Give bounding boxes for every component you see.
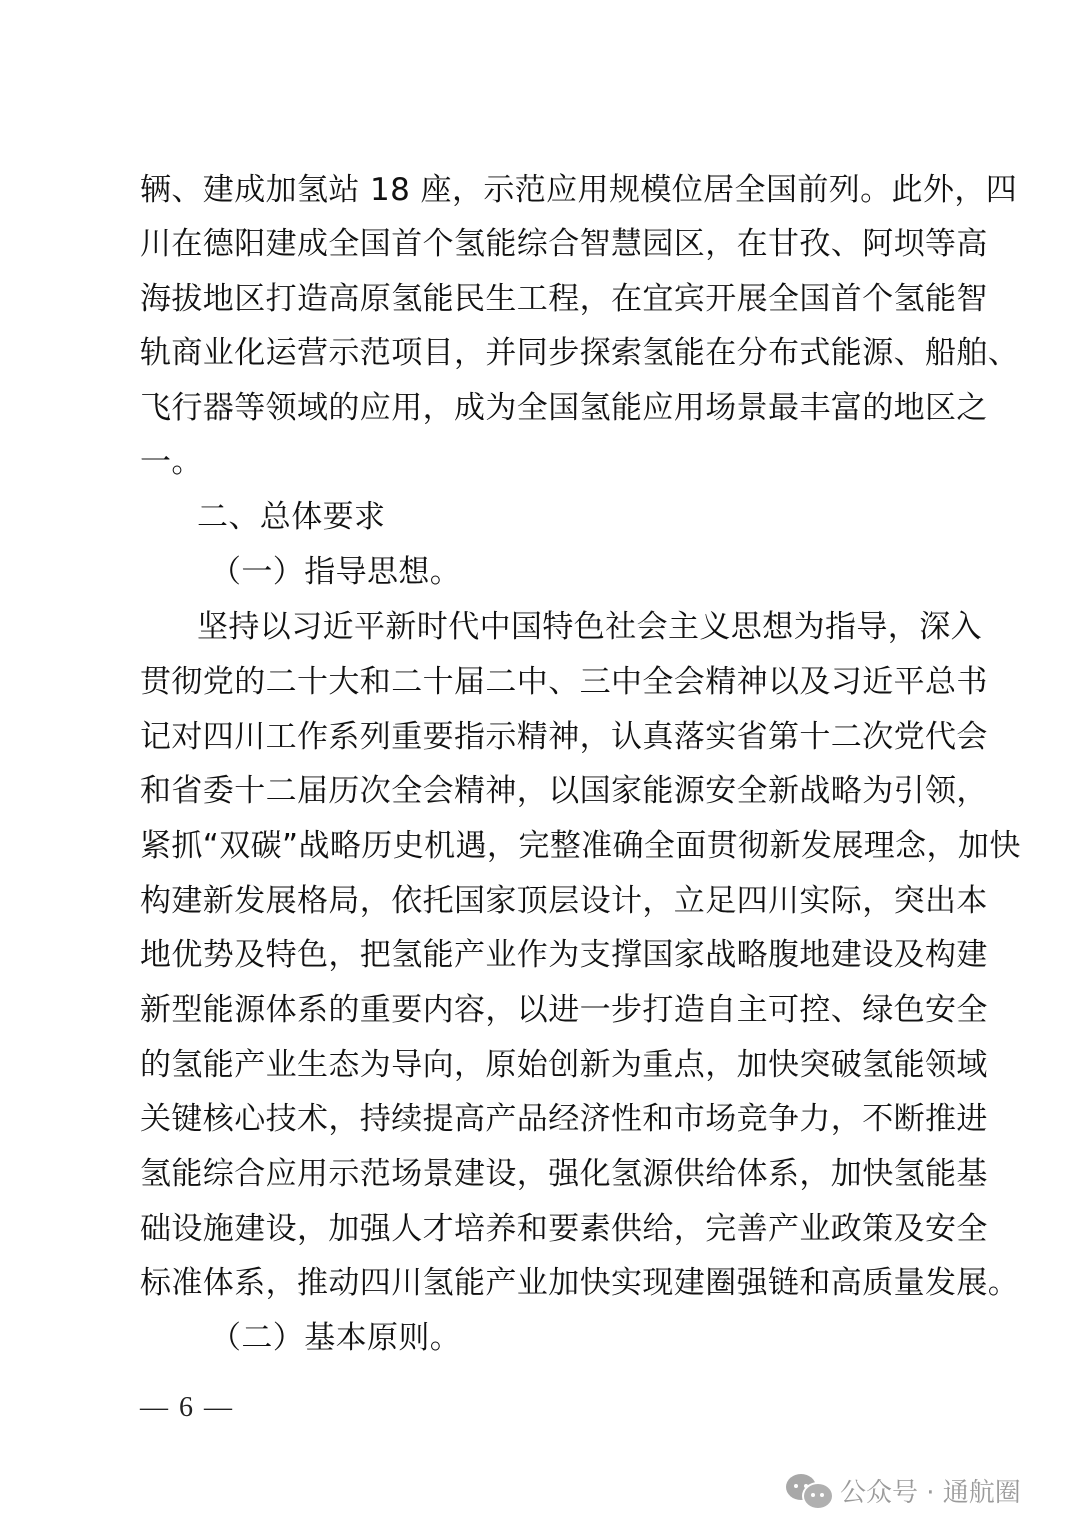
paragraph-line: 记对四川工作系列重要指示精神，认真落实省第十二次党代会 [140, 719, 988, 755]
paragraph-line: 贯彻党的二十大和二十届二中、三中全会精神以及习近平总书 [140, 664, 988, 700]
paragraph-line: 标准体系，推动四川氢能产业加快实现建圈强链和高质量发展。 [140, 1265, 1020, 1301]
paragraph-line: 关键核心技术，持续提高产品经济性和市场竞争力，不断推进 [140, 1101, 988, 1137]
subsection-heading-basic-principles: （二）基本原则。 [210, 1320, 462, 1356]
paragraph-line: 础设施建设，加强人才培养和要素供给，完善产业政策及安全 [140, 1211, 988, 1247]
text-line: 海拔地区打造高原氢能民生工程，在宜宾开展全国首个氢能智 [140, 281, 988, 317]
text-line: 辆、建成加氢站 18 座，示范应用规模位居全国前列。此外，四 [140, 172, 1018, 208]
paragraph-line: 新型能源体系的重要内容，以进一步打造自主可控、绿色安全 [140, 992, 988, 1028]
text-line: 川在德阳建成全国首个氢能综合智慧园区，在甘孜、阿坝等高 [140, 226, 988, 262]
text-line: 一。 [140, 444, 203, 480]
paragraph-line: 地优势及特色，把氢能产业作为支撑国家战略腹地建设及构建 [140, 937, 988, 973]
paragraph-line: 和省委十二届历次全会精神，以国家能源安全新战略为引领， [140, 773, 988, 809]
paragraph-line: 紧抓“双碳”战略历史机遇，完整准确全面贯彻新发展理念，加快 [140, 828, 1021, 864]
watermark-text: 公众号 · 通航圈 [840, 1477, 1021, 1508]
paragraph-line: 坚持以习近平新时代中国特色社会主义思想为指导，深入 [197, 609, 982, 645]
text-line: 飞行器等领域的应用，成为全国氢能应用场景最丰富的地区之 [140, 390, 988, 426]
paragraph-line: 构建新发展格局，依托国家顶层设计，立足四川实际，突出本 [140, 883, 988, 919]
watermark [786, 1470, 1021, 1510]
paragraph-line: 氢能综合应用示范场景建设，强化氢源供给体系，加快氢能基 [140, 1156, 988, 1192]
paragraph-line: 的氢能产业生态为导向，原始创新为重点，加快突破氢能领域 [140, 1047, 988, 1083]
wechat-icon [786, 1472, 832, 1508]
subsection-heading-guiding-ideology: （一）指导思想。 [210, 554, 462, 590]
page-number: — 6 — [140, 1392, 234, 1423]
section-heading: 二、总体要求 [197, 499, 386, 535]
text-line: 轨商业化运营示范项目，并同步探索氢能在分布式能源、船舶、 [140, 335, 1020, 371]
